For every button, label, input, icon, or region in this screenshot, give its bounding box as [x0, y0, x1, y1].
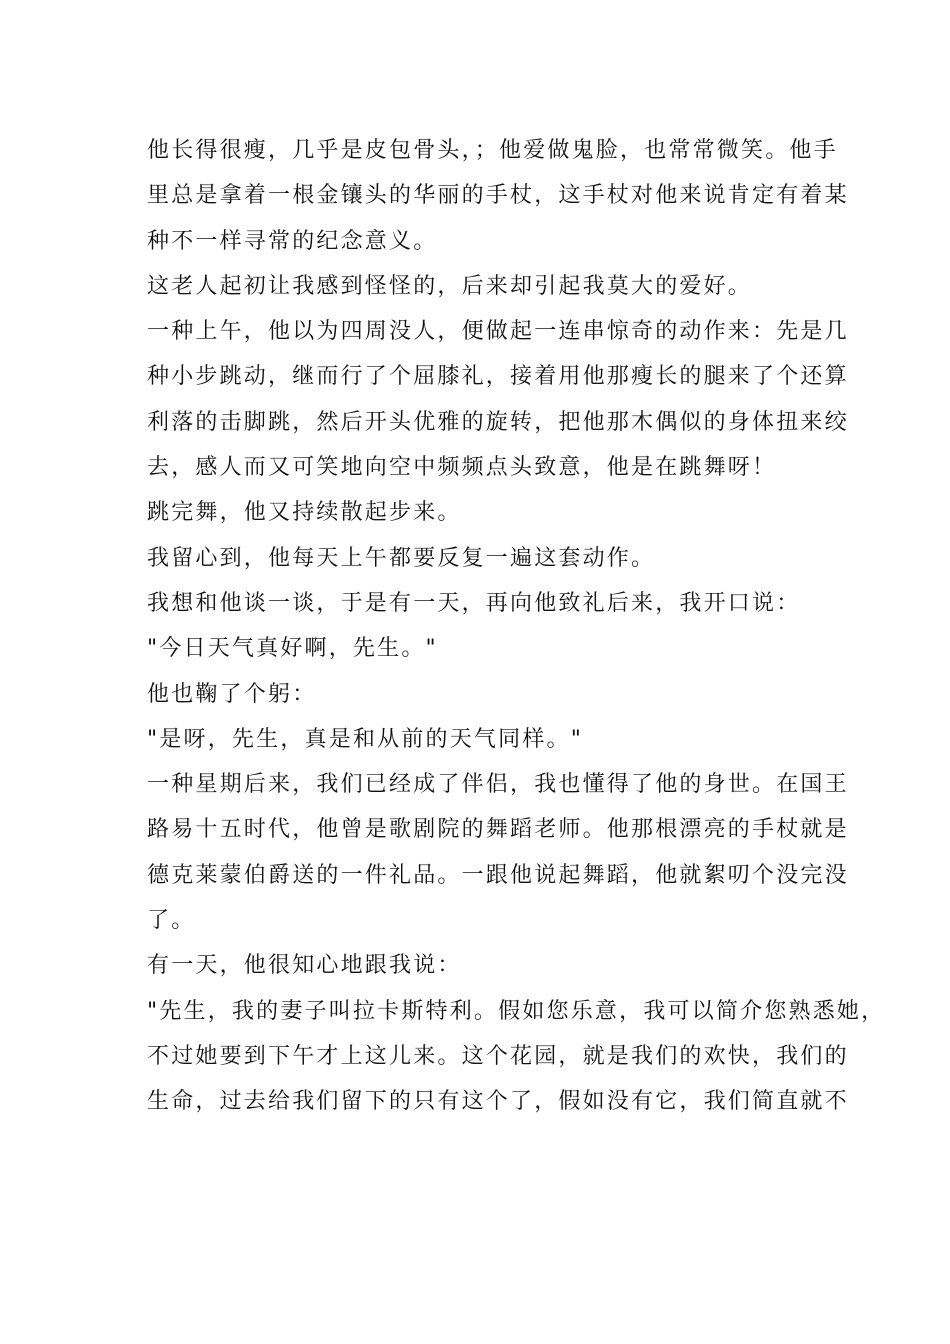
text-line: "今日天气真好啊，先生。" [147, 636, 438, 662]
text-line: "先生，我的妻子叫拉卡斯特利。假如您乐意，我可以简介您熟悉她， [147, 998, 886, 1024]
text-line: 这老人起初让我感到怪怪的，后来却引起我莫大的爱好。 [147, 273, 753, 299]
text-line: 他也鞠了个躬： [147, 681, 317, 707]
text-line: 生命，过去给我们留下的只有这个了，假如没有它，我们简直就不 [147, 1089, 849, 1115]
text-line: 种小步跳动，继而行了个屈膝礼，接着用他那瘦长的腿来了个还算 [147, 364, 849, 390]
text-line: 我留心到，他每天上午都要反复一遍这套动作。 [147, 545, 656, 571]
text-line: 路易十五时代，他曾是歌剧院的舞蹈老师。他那根漂亮的手杖就是 [147, 817, 849, 843]
text-line: 一种上午，他以为四周没人，便做起一连串惊奇的动作来：先是几 [147, 319, 849, 345]
text-line: "是呀，先生，真是和从前的天气同样。" [147, 726, 584, 752]
document-body [147, 128, 886, 1125]
text-line: 种不一样寻常的纪念意义。 [147, 228, 438, 254]
text-line: 他长得很瘦，几乎是皮包骨头，；他爱做鬼脸，也常常微笑。他手 [147, 138, 838, 163]
text-line: 一种星期后来，我们已经成了伴侣，我也懂得了他的身世。在国王 [147, 772, 849, 798]
text-line: 不过她要到下午才上这儿来。这个花园，就是我们的欢快，我们的 [147, 1043, 849, 1069]
text-line: 了。 [147, 908, 196, 934]
text-line: 有一天，他很知心地跟我说： [147, 953, 462, 979]
text-line: 德克莱蒙伯爵送的一件礼品。一跟他说起舞蹈，他就絮叨个没完没 [147, 862, 849, 888]
text-line: 我想和他谈一谈，于是有一天，再向他致礼后来，我开口说： [147, 590, 801, 616]
text-line: 去，感人而又可笑地向空中频频点头致意，他是在跳舞呀！ [147, 455, 777, 481]
text-line: 跳完舞，他又持续散起步来。 [147, 500, 462, 526]
text-line: 里总是拿着一根金镶头的华丽的手杖，这手杖对他来说肯定有着某 [147, 183, 849, 209]
text-line: 利落的击脚跳，然后开头优雅的旋转，把他那木偶似的身体扭来绞 [147, 409, 849, 435]
